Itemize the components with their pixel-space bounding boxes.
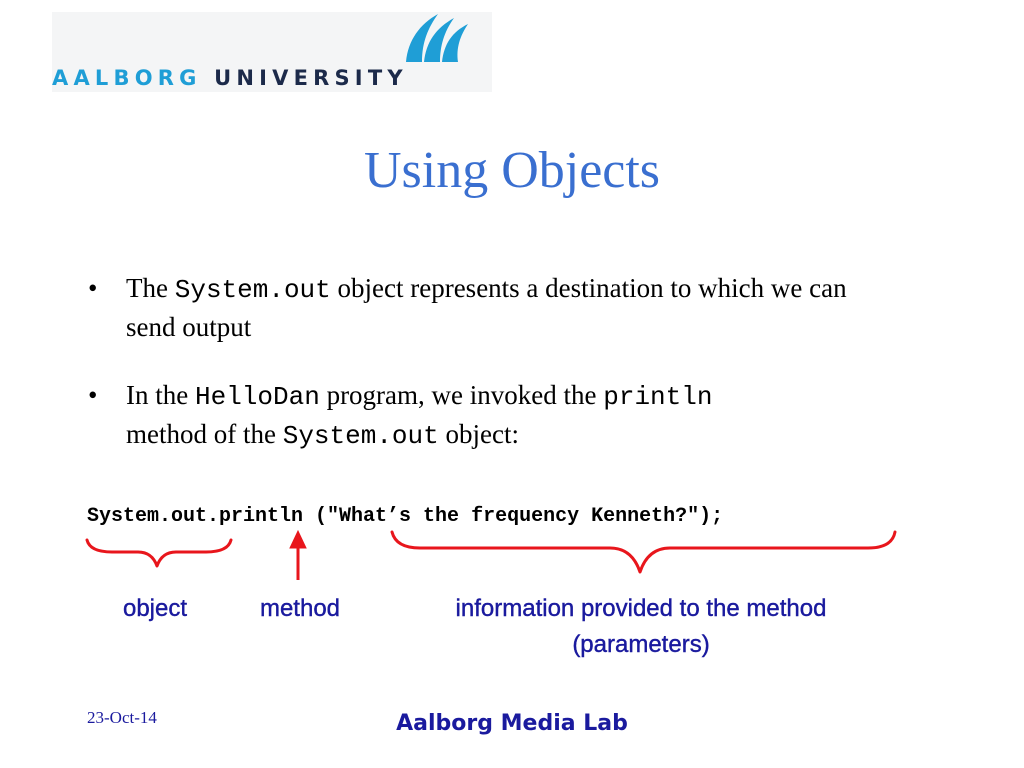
university-logo-text bbox=[52, 66, 408, 90]
bullet-item bbox=[88, 270, 888, 346]
code-inline: println bbox=[603, 382, 713, 412]
code-inline: HelloDan bbox=[194, 382, 320, 412]
object-brace-icon bbox=[87, 540, 231, 566]
bullet-text-part: program, we invoked the bbox=[319, 380, 604, 410]
logo-word-university: UNIVERSITY bbox=[214, 66, 408, 90]
bullet-text-part: object represents a destination to which we can send output bbox=[126, 273, 847, 342]
label-parameters-line-1: information provided to the method bbox=[455, 595, 827, 622]
method-arrow-icon bbox=[290, 531, 306, 580]
label-object: object bbox=[122, 595, 188, 622]
bullet-text bbox=[126, 377, 888, 455]
bullet-marker: • bbox=[88, 380, 98, 410]
bullet-item bbox=[88, 377, 888, 455]
code-statement: System.out.println ("What’s the frequency Kenneth?"); bbox=[87, 505, 724, 528]
bullet-text bbox=[126, 270, 888, 346]
code-inline: System.out bbox=[282, 420, 439, 451]
bullet-text-part: The bbox=[126, 273, 175, 303]
aalborg-waves-logo-icon bbox=[398, 10, 472, 66]
label-method: method bbox=[259, 595, 341, 622]
footer-date: 23-Oct-14 bbox=[87, 708, 157, 727]
code-inline: System.out bbox=[174, 275, 331, 305]
slide-title: Using Objects bbox=[363, 142, 661, 199]
bullet-text-part: In the bbox=[126, 380, 195, 410]
bullet-text-part: object: bbox=[438, 418, 519, 449]
label-parameters-line-2: (parameters) bbox=[572, 631, 710, 658]
footer-lab-name: Aalborg Media Lab bbox=[396, 711, 628, 736]
parameters-brace-icon bbox=[392, 532, 895, 572]
logo-word-aalborg: AALBORG bbox=[52, 66, 202, 90]
bullet-text-part: method of the bbox=[126, 418, 283, 449]
bullet-marker: • bbox=[88, 273, 98, 303]
